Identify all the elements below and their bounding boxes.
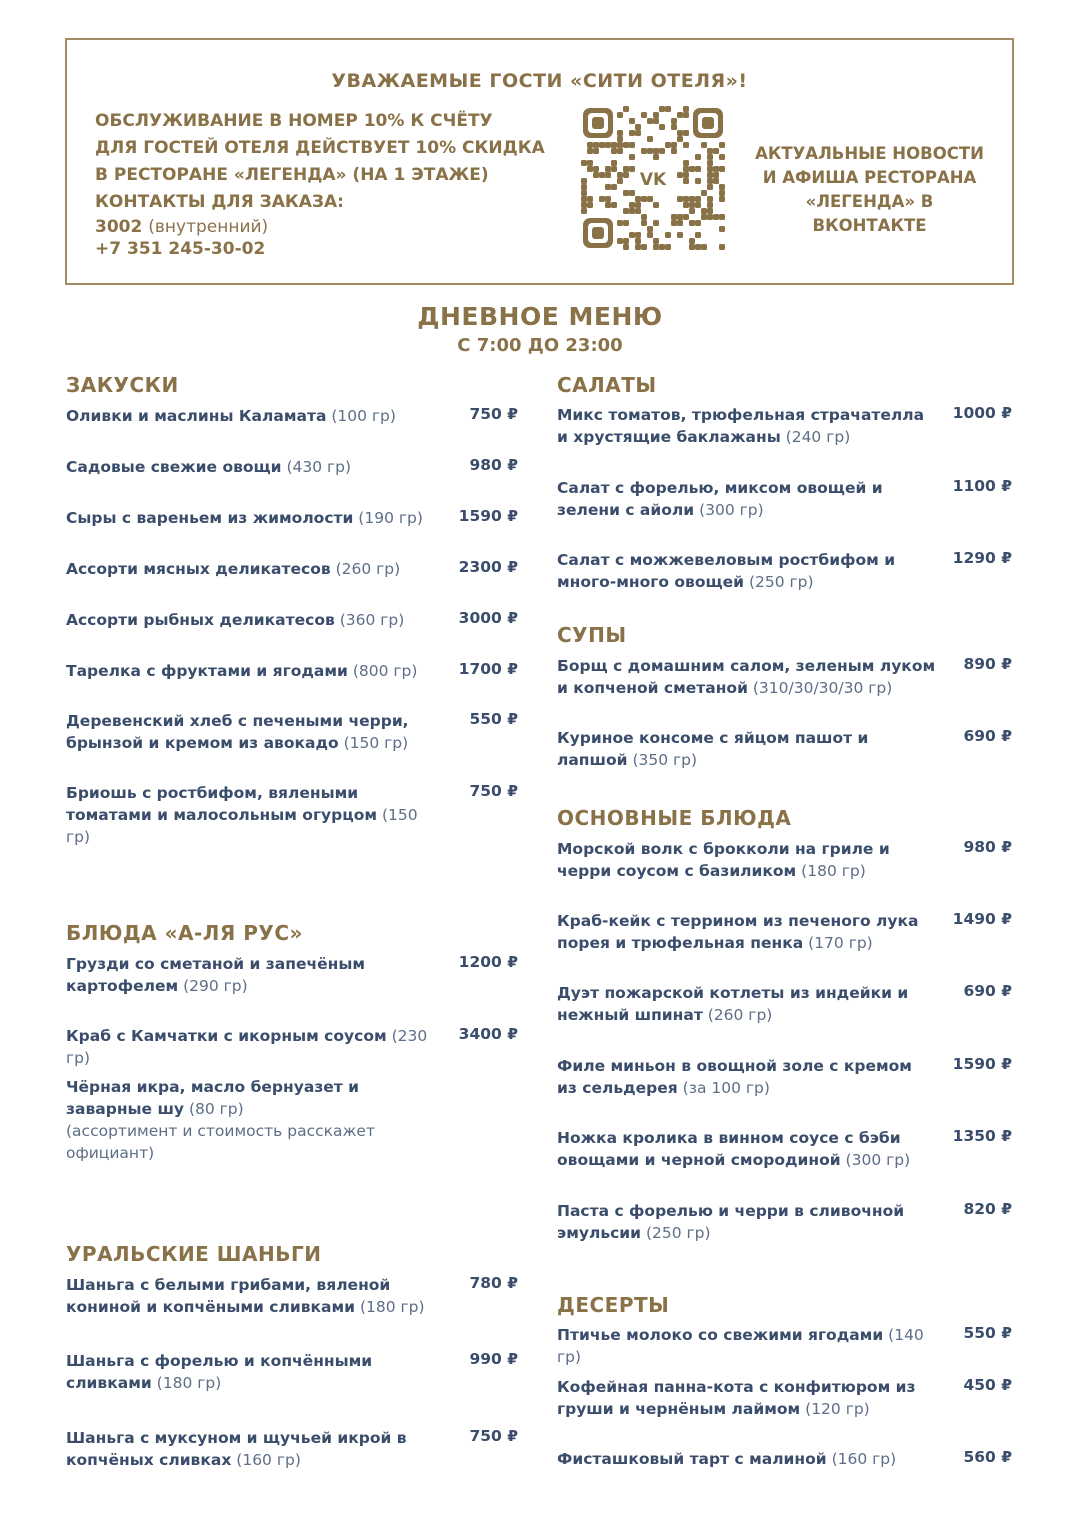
- menu-item: [557, 477, 937, 521]
- menu-item: [557, 1448, 937, 1470]
- menu-item-weight: (140 гр): [557, 1326, 924, 1366]
- menu-item-name: Ножка кролика в винном соусе с бэби овощами и черной смородиной: [557, 1129, 901, 1169]
- menu-item-weight: (360 гр): [339, 611, 405, 629]
- menu-item-price: 820 ₽: [963, 1200, 1012, 1218]
- notice-line: ДЛЯ ГОСТЕЙ ОТЕЛЯ ДЕЙСТВУЕТ 10% СКИДКА: [95, 138, 545, 158]
- menu-item-weight: (170 гр): [808, 934, 873, 952]
- menu-item-price: 750 ₽: [469, 405, 518, 423]
- menu-item-weight: (800 гр): [352, 662, 418, 680]
- menu-item-note: (ассортимент и стоимость расскажет официант): [66, 1122, 376, 1162]
- menu-item-price: 550 ₽: [469, 710, 518, 728]
- notice-info: [95, 108, 575, 260]
- menu-item-price: 1100 ₽: [952, 477, 1012, 495]
- menu-item: [66, 1427, 446, 1471]
- menu-item-name: Шаньга с белыми грибами, вяленой кониной и копчёными сливками: [66, 1276, 391, 1316]
- menu-item: [66, 1274, 446, 1318]
- section-title-deserty: ДЕСЕРТЫ: [557, 1293, 670, 1317]
- menu-item-name: Дуэт пожарской котлеты из индейки и нежный шпинат: [557, 984, 909, 1024]
- menu-item-weight: (80 гр): [188, 1100, 244, 1118]
- section-title-alya_rus: БЛЮДА «А-ЛЯ РУС»: [66, 921, 303, 945]
- menu-item-name: Тарелка с фруктами и ягодами: [66, 662, 348, 680]
- menu-item-weight: (160 гр): [236, 1451, 301, 1469]
- vk-caption-line: «ЛЕГЕНДА» В ВКОНТАКТЕ: [805, 192, 934, 235]
- menu-item-weight: (260 гр): [707, 1006, 773, 1024]
- phone-external[interactable]: +7 351 245-30-02: [95, 239, 266, 259]
- menu-item-weight: (250 гр): [645, 1224, 711, 1242]
- menu-item: [66, 507, 446, 529]
- menu-item-name: Кофейная панна-кота с конфитюром из груши и чернёным лаймом: [557, 1378, 916, 1418]
- notice-line: ОБСЛУЖИВАНИЕ В НОМЕР 10% К СЧЁТУ: [95, 111, 493, 131]
- menu-item-name: Куриное консоме с яйцом пашот и лапшой: [557, 729, 869, 769]
- section-title-shangi: УРАЛЬСКИЕ ШАНЬГИ: [66, 1242, 322, 1266]
- notice-line: КОНТАКТЫ ДЛЯ ЗАКАЗА:: [95, 192, 344, 212]
- vk-caption-line: И АФИША РЕСТОРАНА: [762, 168, 977, 187]
- menu-item-price: 1590 ₽: [458, 507, 518, 525]
- menu-item: [66, 710, 446, 754]
- menu-item-name: Шаньга с форелью и копчёнными сливками: [66, 1352, 373, 1392]
- menu-item-weight: (250 гр): [748, 573, 814, 591]
- menu-item-price: 2300 ₽: [458, 558, 518, 576]
- menu-item-price: 690 ₽: [963, 982, 1012, 1000]
- menu-item-weight: (160 гр): [831, 1450, 897, 1468]
- menu-item-name: Краб-кейк с террином из печеного лука порея и трюфельная пенка: [557, 912, 919, 952]
- menu-hours: С 7:00 ДО 23:00: [457, 335, 623, 356]
- menu-item: [557, 404, 937, 448]
- menu-item-name: Морской волк с брокколи на гриле и черри соусом с базиликом: [557, 840, 890, 880]
- menu-item-name: Ассорти рыбных деликатесов: [66, 611, 335, 629]
- menu-item-price: 1290 ₽: [952, 549, 1012, 567]
- menu-item-price: 1350 ₽: [952, 1127, 1012, 1145]
- menu-item: [557, 1055, 937, 1099]
- menu-item-weight: (300 гр): [699, 501, 764, 519]
- menu-item-name: Салат с форелью, миксом овощей и зелени с айоли: [557, 479, 883, 519]
- vk-news-caption: [747, 142, 992, 238]
- menu-item: [557, 727, 937, 771]
- menu-item: [66, 609, 446, 631]
- vk-caption-line: АКТУАЛЬНЫЕ НОВОСТИ: [755, 144, 984, 163]
- menu-item-name: Филе миньон в овощной золе с кремом из сельдерея: [557, 1057, 912, 1097]
- menu-item-weight: (150 гр): [66, 806, 418, 846]
- menu-item-weight: (120 гр): [805, 1400, 870, 1418]
- menu-item-name: Шаньга с муксуном и щучьей икрой в копчёных сливках: [66, 1429, 407, 1469]
- menu-item: [66, 953, 446, 997]
- menu-item-price: 3000 ₽: [458, 609, 518, 627]
- menu-item-weight: (190 гр): [358, 509, 423, 527]
- menu-item: [66, 558, 446, 580]
- menu-item-price: 3400 ₽: [458, 1025, 518, 1043]
- menu-item-weight: (150 гр): [343, 734, 409, 752]
- menu-item-name: Грузди со сметаной и запечёным картофелем: [66, 955, 366, 995]
- menu-item: [557, 1200, 937, 1244]
- phone-internal-line: [95, 216, 575, 238]
- menu-item: [66, 1025, 446, 1069]
- menu-item-weight: (310/30/30/30 гр): [752, 679, 893, 697]
- menu-item: [557, 655, 937, 699]
- notice-title: УВАЖАЕМЫЕ ГОСТИ «СИТИ ОТЕЛЯ»!: [331, 70, 748, 92]
- menu-item-name: Краб с Камчатки с икорным соусом: [66, 1027, 387, 1045]
- menu-item: [66, 456, 446, 478]
- menu-item-price: 890 ₽: [963, 655, 1012, 673]
- menu-item-price: 1700 ₽: [458, 660, 518, 678]
- menu-item-price: 560 ₽: [963, 1448, 1012, 1466]
- menu-item-price: 990 ₽: [469, 1350, 518, 1368]
- menu-item-weight: (180 гр): [801, 862, 866, 880]
- menu-item-name: Оливки и маслины Каламата: [66, 407, 327, 425]
- menu-item-price: 690 ₽: [963, 727, 1012, 745]
- menu-item: [66, 782, 446, 848]
- menu-item-weight: (260 гр): [335, 560, 401, 578]
- menu-title: ДНЕВНОЕ МЕНЮ: [417, 302, 663, 331]
- menu-item-price: 1490 ₽: [952, 910, 1012, 928]
- menu-item: [66, 1350, 446, 1394]
- menu-item: [557, 838, 937, 882]
- menu-item-name: Ассорти мясных деликатесов: [66, 560, 331, 578]
- menu-item-name: Чёрная икра, масло бернуазет и заварные шу: [66, 1078, 360, 1118]
- menu-item-name: Борщ с домашним салом, зеленым луком и копченой сметаной: [557, 657, 936, 697]
- menu-item-price: 750 ₽: [469, 1427, 518, 1445]
- menu-item-price: 780 ₽: [469, 1274, 518, 1292]
- menu-item-weight: (240 гр): [785, 428, 851, 446]
- menu-item-weight: (за 100 гр): [682, 1079, 770, 1097]
- phone-internal[interactable]: 3002: [95, 217, 143, 237]
- guest-notice-box: [65, 38, 1014, 285]
- menu-item-price: 1200 ₽: [458, 953, 518, 971]
- menu-item-price: 980 ₽: [963, 838, 1012, 856]
- menu-item: [557, 1324, 937, 1368]
- menu-item-price: 750 ₽: [469, 782, 518, 800]
- section-title-zakuski: ЗАКУСКИ: [66, 373, 179, 397]
- menu-item-price: 1590 ₽: [952, 1055, 1012, 1073]
- menu-item-name: Паста с форелью и черри в сливочной эмульсии: [557, 1202, 905, 1242]
- menu-item-price: 550 ₽: [963, 1324, 1012, 1342]
- section-title-salaty: САЛАТЫ: [557, 373, 657, 397]
- menu-item: [557, 549, 937, 593]
- menu-item: [557, 1376, 937, 1420]
- menu-item-name: Салат с можжевеловым ростбифом и много-много овощей: [557, 551, 896, 591]
- menu-item: [66, 405, 446, 427]
- menu-item-weight: (350 гр): [632, 751, 698, 769]
- vk-logo-icon: VK: [639, 170, 667, 190]
- phone-internal-note: (внутренний): [148, 217, 269, 237]
- vk-qr-code[interactable]: [581, 106, 725, 250]
- menu-item-weight: (290 гр): [183, 977, 248, 995]
- menu-item-weight: (180 гр): [359, 1298, 425, 1316]
- menu-item-weight: (300 гр): [845, 1151, 911, 1169]
- menu-item-name: Сыры с вареньем из жимолости: [66, 509, 354, 527]
- menu-item-price: 980 ₽: [469, 456, 518, 474]
- menu-item: [66, 1076, 446, 1164]
- menu-item-name: Бриошь с ростбифом, вялеными томатами и малосольным огурцом: [66, 784, 378, 824]
- menu-item-name: Микс томатов, трюфельная страчателла и хрустящие баклажаны: [557, 406, 925, 446]
- menu-item-name: Фисташковый тарт с малиной: [557, 1450, 827, 1468]
- menu-item-name: Деревенский хлеб с печеными черри, брынзой и кремом из авокадо: [66, 712, 409, 752]
- menu-item-price: 1000 ₽: [952, 404, 1012, 422]
- menu-item-weight: (100 гр): [331, 407, 396, 425]
- menu-item-name: Садовые свежие овощи: [66, 458, 282, 476]
- notice-line: В РЕСТОРАНЕ «ЛЕГЕНДА» (НА 1 ЭТАЖЕ): [95, 165, 489, 185]
- menu-item: [557, 1127, 937, 1171]
- menu-item-name: Птичье молоко со свежими ягодами: [557, 1326, 884, 1344]
- section-title-supy: СУПЫ: [557, 623, 627, 647]
- menu-item-price: 450 ₽: [963, 1376, 1012, 1394]
- menu-item-weight: (180 гр): [156, 1374, 222, 1392]
- menu-item: [557, 982, 937, 1026]
- menu-item: [66, 660, 446, 682]
- menu-item: [557, 910, 937, 954]
- menu-item-weight: (430 гр): [286, 458, 352, 476]
- section-title-osnovnye: ОСНОВНЫЕ БЛЮДА: [557, 806, 792, 830]
- menu-item-weight: (230 гр): [66, 1027, 428, 1067]
